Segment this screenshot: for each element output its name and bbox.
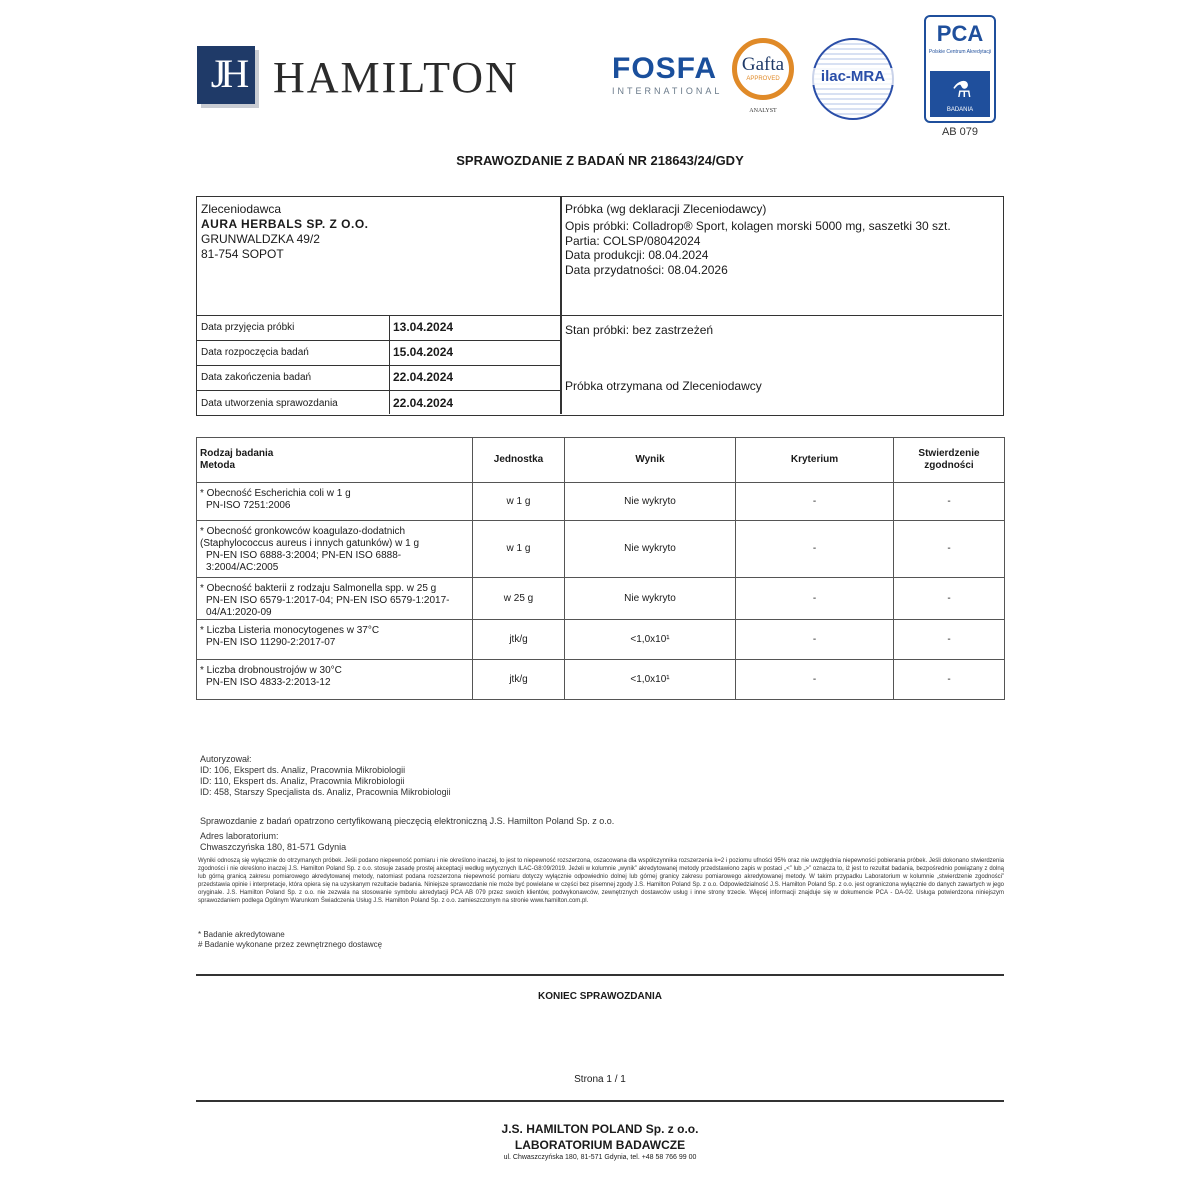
end-of-report: KONIEC SPRAWOZDANIA (538, 991, 662, 1002)
hamilton-logo (197, 46, 517, 110)
info-divider-horizontal (197, 315, 1002, 316)
legend-block (198, 930, 382, 950)
header-conformity-line-2: zgodności (924, 460, 974, 471)
date-value-end: 22.04.2024 (393, 370, 454, 384)
row-method: PN-EN ISO 6579-1:2017-04; PN-EN ISO 6579-1:2017-04/A1:2020-09 (206, 595, 450, 618)
separator-top (196, 974, 1004, 976)
row-unit: jtk/g (473, 620, 565, 660)
date-value-report: 22.04.2024 (393, 396, 454, 410)
footer-lab: LABORATORIUM BADAWCZE (514, 1138, 686, 1152)
row-criterion: - (736, 483, 894, 521)
client-name: AURA HERBALS SP. Z O.O. (201, 217, 369, 231)
header-test-type (197, 438, 473, 483)
authorized-line: ID: 106, Ekspert ds. Analiz, Pracownia Mikrobiologii (200, 765, 406, 775)
fosfa-logo-icon (612, 54, 724, 100)
pca-accreditation-number: AB 079 (941, 126, 979, 138)
pca-wordmark: PCA (936, 21, 984, 46)
table-row (197, 483, 1005, 521)
pca-badania: BADANIA (946, 107, 974, 113)
sample-expiry-date: Data przydatności: 08.04.2026 (565, 263, 728, 277)
fosfa-wordmark: FOSFA (612, 52, 718, 85)
gafta-analyst: ANALYST (749, 108, 777, 114)
row-method: PN-EN ISO 6888-3:2004; PN-EN ISO 6888-3:2004/AC:2005 (206, 550, 402, 573)
row-criterion: - (736, 578, 894, 620)
pca-badge (930, 71, 990, 117)
footer-address: ul. Chwaszczyńska 180, 81-571 Gdynia, tel. +48 58 766 99 00 (503, 1154, 697, 1161)
date-label-report: Data utworzenia sprawozdania (201, 398, 338, 409)
header-test-type-label: Rodzaj badania (200, 448, 274, 459)
sample-batch: Partia: COLSP/08042024 (565, 234, 701, 248)
ilac-wordmark: ilac-MRA (812, 68, 894, 85)
row-result: Nie wykryto (565, 578, 736, 620)
lab-address: Chwaszczyńska 180, 81-571 Gdynia (200, 842, 347, 852)
row-unit: w 25 g (473, 578, 565, 620)
row-unit: w 1 g (473, 521, 565, 578)
authorized-line: ID: 458, Starszy Specjalista ds. Analiz, Pracownia Mikrobiologii (200, 787, 451, 797)
row-criterion: - (736, 521, 894, 578)
dates-row-line-2 (197, 365, 560, 366)
table-row (197, 521, 1005, 578)
report-title: SPRAWOZDANIE Z BADAŃ NR 218643/24/GDY (456, 153, 744, 168)
header-method-label: Metoda (200, 460, 235, 471)
row-test-name (197, 483, 473, 521)
client-city: 81-754 SOPOT (201, 247, 284, 261)
row-test-name (197, 620, 473, 660)
gafta-approved: APPROVED (746, 76, 780, 82)
hamilton-monogram-icon: JH (197, 46, 255, 104)
authorized-label: Autoryzował: (200, 754, 252, 764)
date-label-end: Data zakończenia badań (201, 372, 312, 383)
table-row (197, 578, 1005, 620)
seal-note: Sprawozdanie z badań opatrzono certyfikowaną pieczęcią elektroniczną J.S. Hamilton Poland Sp. z o.o. (200, 816, 615, 826)
authorized-block (200, 754, 451, 798)
row-method: PN-ISO 7251:2006 (206, 500, 291, 511)
separator-bottom (196, 1100, 1004, 1102)
row-conformity: - (894, 483, 1005, 521)
row-criterion: - (736, 660, 894, 700)
results-table (196, 437, 1005, 700)
date-label-start: Data rozpoczęcia badań (201, 347, 309, 358)
row-test-label: * Liczba drobnoustrojów w 30°C (200, 665, 342, 676)
row-test-label: * Obecność gronkowców koagulazo-dodatnich (Staphylococcus aureus i innych gatunków) w 1 g (200, 526, 420, 549)
client-street: GRUNWALDZKA 49/2 (201, 232, 320, 246)
hamilton-wordmark: HAMILTON (273, 53, 519, 102)
sample-label: Próbka (wg deklaracji Zleceniodawcy) (565, 202, 767, 216)
dates-row-line-1 (197, 340, 560, 341)
lab-address-label: Adres laboratorium: (200, 831, 279, 841)
authorized-line: ID: 110, Ekspert ds. Analiz, Pracownia Mikrobiologii (200, 776, 405, 786)
row-unit: jtk/g (473, 660, 565, 700)
row-method: PN-EN ISO 4833-2:2013-12 (206, 677, 331, 688)
row-criterion: - (736, 620, 894, 660)
legend-external: # Badanie wykonane przez zewnętrznego dostawcę (198, 940, 383, 949)
row-test-label: * Obecność bakterii z rodzaju Salmonella spp. w 25 g (200, 583, 437, 594)
info-divider-vertical (560, 197, 562, 414)
date-value-received: 13.04.2024 (393, 320, 454, 334)
sample-production-date: Data produkcji: 08.04.2024 (565, 248, 709, 262)
row-conformity: - (894, 521, 1005, 578)
header-conformity (894, 438, 1005, 483)
ilac-logo-icon (812, 38, 896, 122)
row-conformity: - (894, 578, 1005, 620)
row-conformity: - (894, 620, 1005, 660)
footer-company: J.S. HAMILTON POLAND Sp. z o.o. (501, 1122, 699, 1136)
pca-logo (924, 15, 996, 123)
date-value-start: 15.04.2024 (393, 345, 454, 359)
dates-row-line-3 (197, 390, 560, 391)
header-criterion: Kryterium (736, 438, 894, 483)
fosfa-subtitle: INTERNATIONAL (612, 86, 723, 96)
row-test-label: * Liczba Listeria monocytogenes w 37°C (200, 625, 380, 636)
row-result: Nie wykryto (565, 521, 736, 578)
pca-flask-icon: ⚗ (952, 77, 972, 102)
header-conformity-line-1: Stwierdzenie (918, 448, 980, 459)
row-unit: w 1 g (473, 483, 565, 521)
row-test-name (197, 521, 473, 578)
table-row (197, 660, 1005, 700)
row-conformity: - (894, 660, 1005, 700)
legal-footnote: Wyniki odnoszą się wyłącznie do otrzymanych próbek. Jeśli podano niepewność pomiaru i nie określono inaczej, to jest to niepewność rozszerzona, oszacowana dla współczynnika rozszerzenia k=2 i poziomu ufności 95% oraz nie uwzględnia niepewności pobierania próbek. Jeśli dokonano stwierdzenia zgodności i nie określono inaczej J.S. Hamilton Poland Sp. z o.o. stosuje zasadę prostej akceptacji według wytycznych ILAC-G8:09/2019. Jeżeli w kolumnie „wynik” akredytowanej metody przedstawiono zapis w postaci „<” lub „>” oznacza to, iż jest to rezultat badania, bezpośrednio powiązany z dolną lub górną granicą zakresu pomiarowego akredytowanej metody, natomiast podana rozszerzona niepewność pomiaru dotyczy wyłącznie odpowiednio dolnej lub górnej granicy zakresu pomiarowego akredytowanej metody. W takim przypadku Laboratorium w kolumnie „stwierdzenie zgodności” przedstawia opinie i interpretacje, która opiera się na uzyskanym rezultacie badania. Niniejsze sprawozdanie nie może być powielane w części bez pisemnej zgody J.S. Hamilton Poland Sp. z o.o. Odpowiedzialność J.S. Hamilton Poland Sp. z o.o. jest ograniczona wyłącznie do danych zawartych w jego oryginale. J.S. Hamilton Poland Sp. z o.o. nie zezwala na stosowanie symbolu akredytacji PCA AB 079 przez swoich klientów, podwykonawców, zewnętrznych dostawców usług i inne strony trzecie. Więcej informacji znajduje się w dokumencie PCA - DA-02. Usługa potwierdzona niniejszym sprawozdaniem podlega Ogólnym Warunkom Świadczenia Usług J.S. Hamilton Poland Sp. z o.o. zamieszczonym na stronie www.hamilton.com.pl. (198, 858, 1004, 904)
gafta-wordmark: Gafta (741, 54, 785, 75)
sample-description: Opis próbki: Colladrop® Sport, kolagen morski 5000 mg, saszetki 30 szt. (565, 219, 951, 233)
header-unit: Jednostka (473, 438, 565, 483)
table-header-row (197, 438, 1005, 483)
row-test-name (197, 578, 473, 620)
pca-subtitle: Polskie Centrum Akredytacji (928, 49, 992, 55)
table-row (197, 620, 1005, 660)
date-label-received: Data przyjęcia próbki (201, 322, 295, 333)
row-test-label: * Obecność Escherichia coli w 1 g (200, 488, 351, 499)
row-result: <1,0x10¹ (565, 660, 736, 700)
gafta-logo-icon (730, 38, 800, 120)
row-test-name (197, 660, 473, 700)
info-box (196, 196, 1004, 416)
legend-accredited: * Badanie akredytowane (198, 930, 285, 939)
row-result: Nie wykryto (565, 483, 736, 521)
sample-source: Próbka otrzymana od Zleceniodawcy (565, 379, 762, 393)
page-number: Strona 1 / 1 (574, 1074, 626, 1085)
row-method: PN-EN ISO 11290-2:2017-07 (206, 637, 336, 648)
sample-condition: Stan próbki: bez zastrzeżeń (565, 323, 714, 337)
header-result: Wynik (565, 438, 736, 483)
row-result: <1,0x10¹ (565, 620, 736, 660)
client-label: Zleceniodawca (201, 202, 282, 216)
